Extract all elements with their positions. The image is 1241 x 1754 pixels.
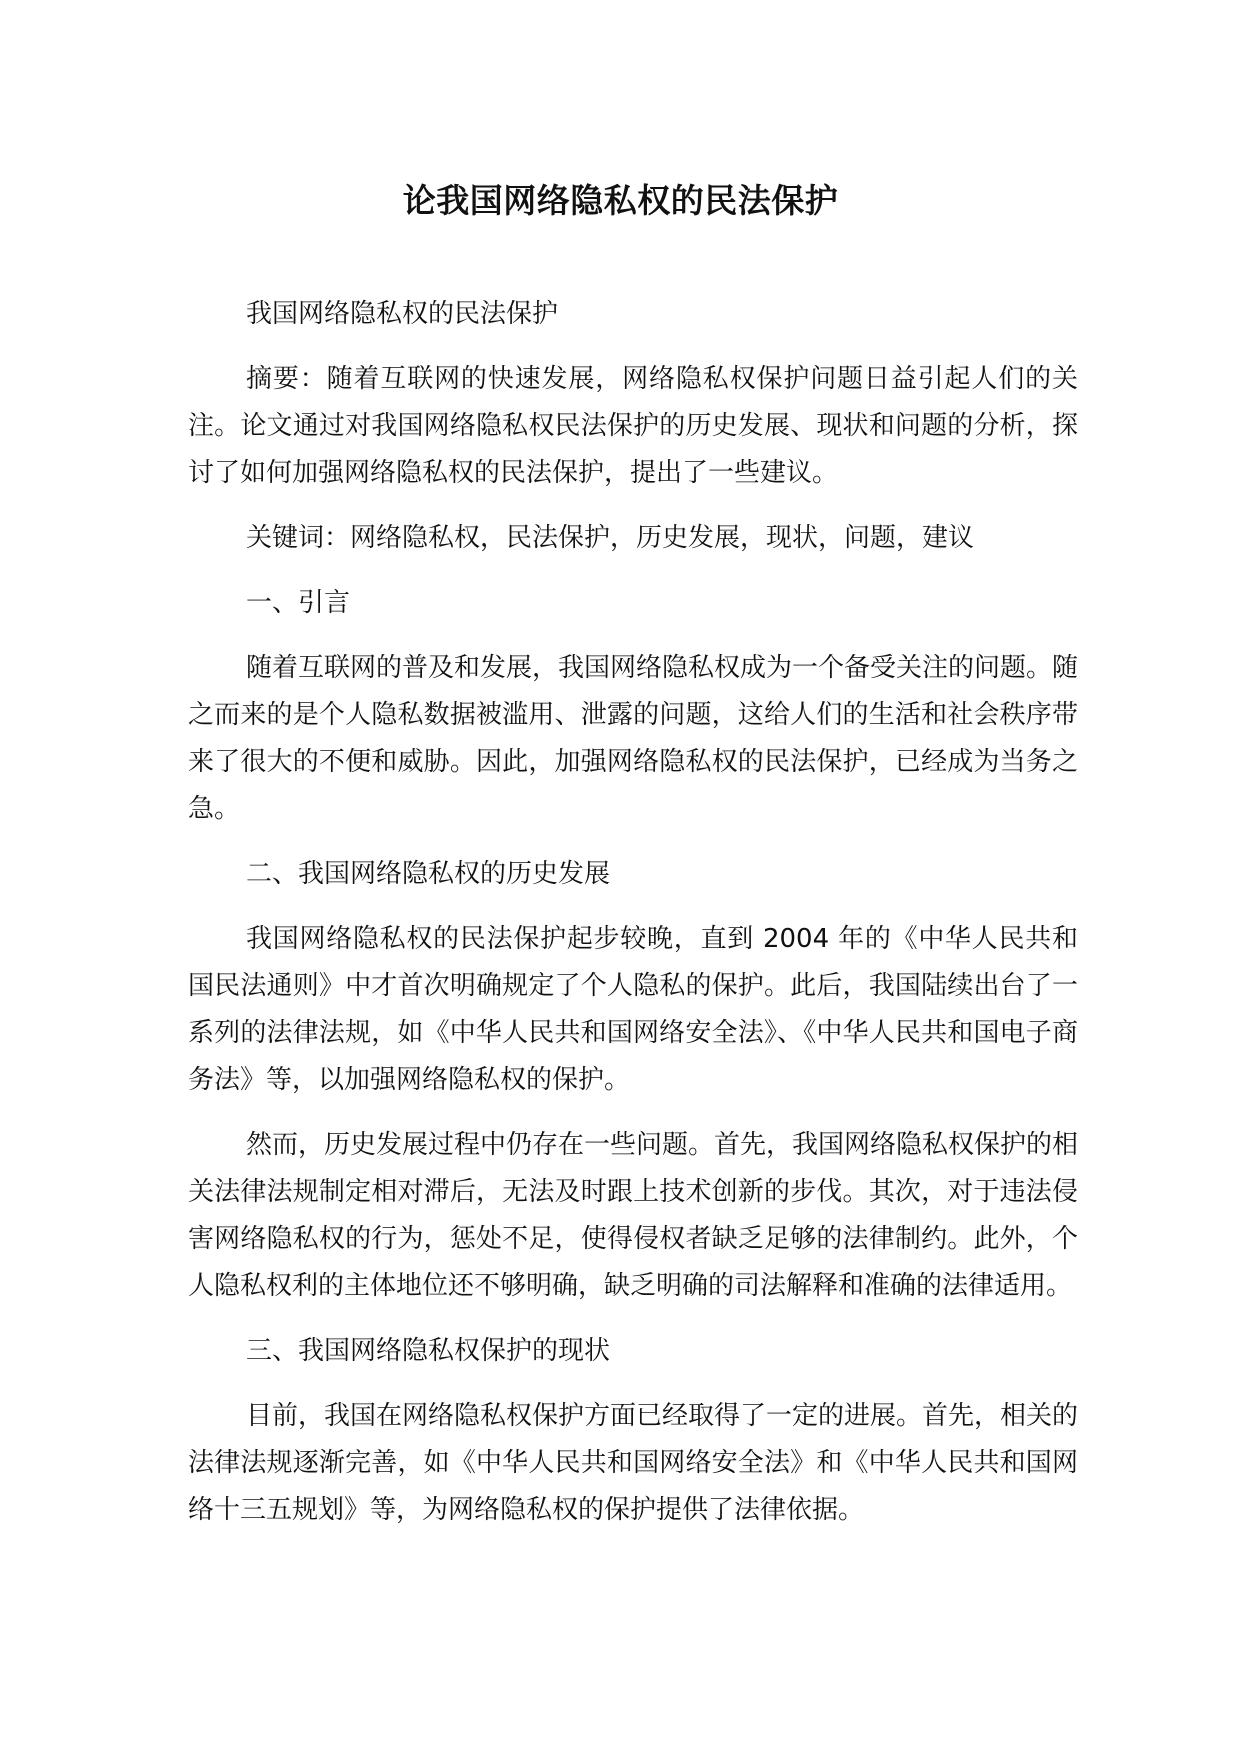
status-paragraph-1: 目前，我国在网络隐私权保护方面已经取得了一定的进展。首先，相关的法律法规逐渐完善，如《中华人民共和国网络安全法》和《中华人民共和国网络十三五规划》等，为网络隐私权的保护提供了法律依据。 bbox=[188, 1401, 1079, 1525]
keywords-paragraph: 关键词：网络隐私权，民法保护，历史发展，现状，问题，建议 bbox=[246, 523, 975, 553]
section-heading-introduction: 一、引言 bbox=[246, 588, 351, 618]
document-title: 论我国网络隐私权的民法保护 bbox=[402, 181, 839, 220]
abstract-paragraph: 摘要：随着互联网的快速发展，网络隐私权保护问题日益引起人们的关注。论文通过对我国网络隐私权民法保护的历史发展、现状和问题的分析，探讨了如何加强网络隐私权的民法保护，提出了一些建议。 bbox=[188, 364, 1078, 488]
introduction-paragraph: 随着互联网的普及和发展，我国网络隐私权成为一个备受关注的问题。随之而来的是个人隐私数据被滥用、泄露的问题，这给人们的生活和社会秩序带来了很大的不便和威胁。因此，加强网络隐私权的民法保护，已经成为当务之急。 bbox=[188, 653, 1079, 824]
section-heading-status: 三、我国网络隐私权保护的现状 bbox=[246, 1336, 611, 1366]
history-paragraph-1: 我国网络隐私权的民法保护起步较晚，直到 2004 年的《中华人民共和国民法通则》中才首次明确规定了个人隐私的保护。此后，我国陆续出台了一系列的法律法规，如《中华人民共和国网络安全法》、《中华人民共和国电子商务法》等，以加强网络隐私权的保护。 bbox=[188, 924, 1078, 1095]
document-body bbox=[188, 291, 1078, 1552]
section-heading-history: 二、我国网络隐私权的历史发展 bbox=[246, 859, 611, 889]
history-paragraph-2: 然而，历史发展过程中仍存在一些问题。首先，我国网络隐私权保护的相关法律法规制定相对滞后，无法及时跟上技术创新的步伐。其次，对于违法侵害网络隐私权的行为，惩处不足，使得侵权者缺乏足够的法律制约。此外，个人隐私权利的主体地位还不够明确，缺乏明确的司法解释和准确的法律适用。 bbox=[188, 1130, 1079, 1301]
subtitle: 我国网络隐私权的民法保护 bbox=[246, 299, 559, 329]
